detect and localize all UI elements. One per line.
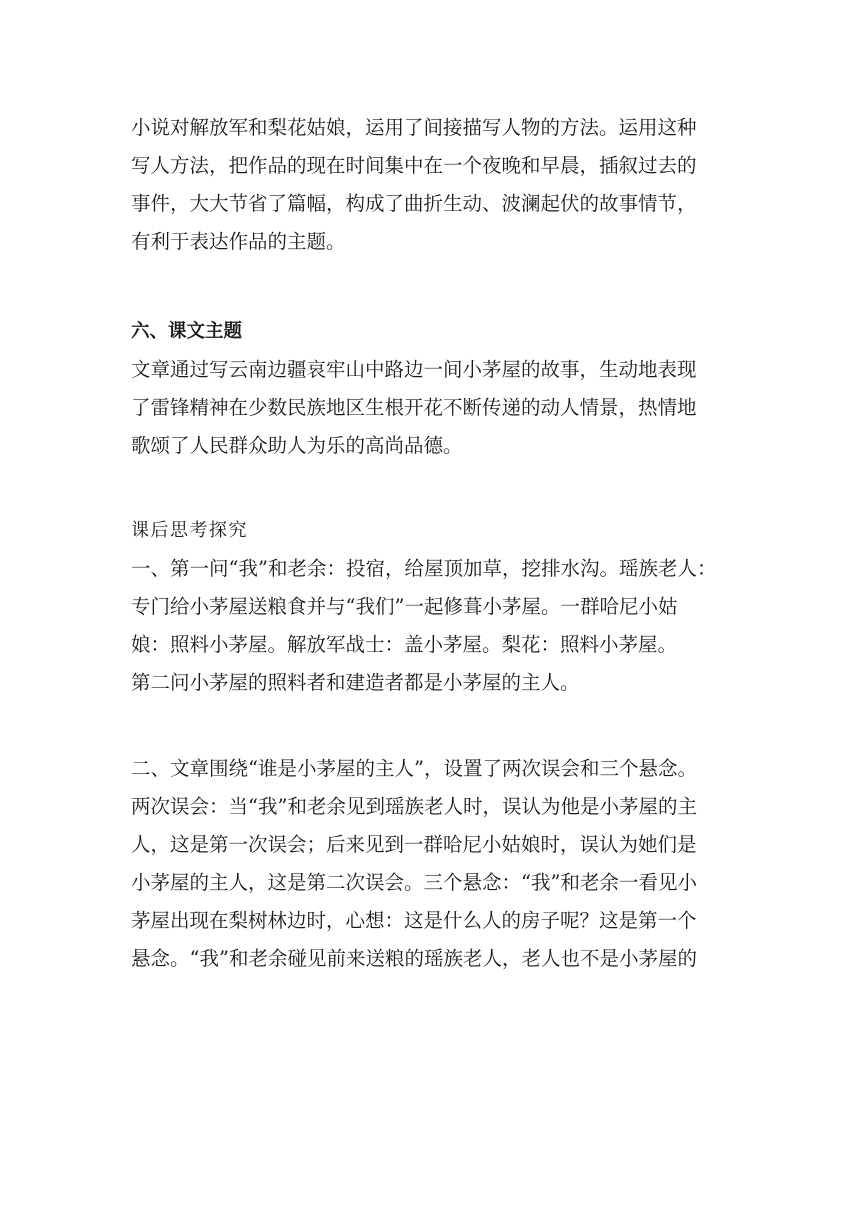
question-one-answer	[131, 550, 731, 702]
text-line: 悬念。“我”和老余碰见前来送粮的瑶族老人，老人也不是小茅屋的	[131, 947, 697, 970]
text-line: 茅屋出现在梨树林边时，心想：这是什么人的房子呢？这是第一个	[131, 909, 697, 932]
text-line: 小茅屋的主人，这是第二次误会。三个悬念：“我”和老余一看见小	[131, 871, 697, 894]
text-line: 文章通过写云南边疆哀牢山中路边一间小茅屋的故事，生动地表现	[131, 358, 697, 381]
text-line: 专门给小茅屋送粮食并与“我们”一起修葺小茅屋。一群哈尼小姑	[131, 595, 678, 618]
text-line: 歌颂了人民群众助人为乐的高尚品德。	[131, 434, 463, 457]
text-line: 小说对解放军和梨花姑娘，运用了间接描写人物的方法。运用这种	[131, 116, 697, 139]
after-class-heading: 课后思考探究	[131, 520, 248, 541]
text-line: 娘：照料小茅屋。解放军战士：盖小茅屋。梨花：照料小茅屋。	[131, 633, 678, 656]
text-line: 有利于表达作品的主题。	[131, 230, 346, 253]
text-line: 了雷锋精神在少数民族地区生根开花不断传递的动人情景，热情地	[131, 396, 697, 419]
spacer	[131, 261, 731, 313]
intro-paragraph	[131, 109, 731, 261]
text-line: 两次误会：当“我”和老余见到瑶族老人时，误认为他是小茅屋的主	[131, 795, 697, 818]
section-six-heading: 六、课文主题	[131, 321, 243, 342]
spacer	[131, 465, 731, 512]
text-line: 人，这是第一次误会；后来见到一群哈尼小姑娘时，误认为她们是	[131, 833, 697, 856]
text-line: 二、文章围绕“谁是小茅屋的主人”，设置了两次误会和三个悬念。	[131, 757, 697, 780]
theme-paragraph	[131, 351, 731, 465]
spacer	[131, 702, 731, 750]
document-page	[131, 109, 731, 978]
text-line: 一、第一问“我”和老余：投宿，给屋顶加草，挖排水沟。瑶族老人：	[131, 557, 717, 580]
text-line: 写人方法，把作品的现在时间集中在一个夜晚和早晨，插叙过去的	[131, 154, 697, 177]
text-line: 第二问小茅屋的照料者和建造者都是小茅屋的主人。	[131, 671, 580, 694]
text-line: 事件，大大节省了篇幅，构成了曲折生动、波澜起伏的故事情节，	[131, 192, 697, 215]
question-two-answer	[131, 750, 731, 978]
